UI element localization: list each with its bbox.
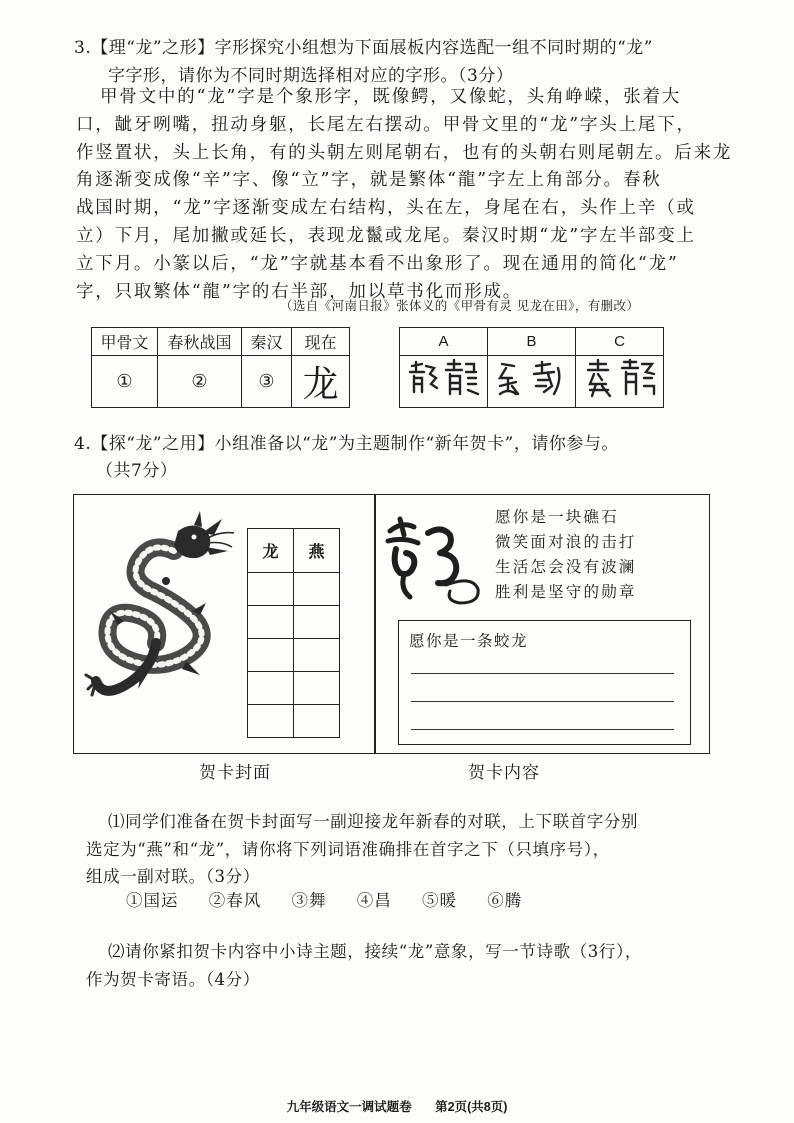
couplet-grid <box>247 528 340 738</box>
poem-line: 微笑面对浪的击打 <box>495 533 637 551</box>
exam-title: 九年级语文一调试题卷 <box>286 1100 412 1114</box>
couplet-blank-cell[interactable] <box>248 573 294 606</box>
q4-line-2: （共7分） <box>96 461 178 481</box>
passage-line: 口，龇牙咧嘴，扭动身躯，长尾左右摆动。甲骨文里的“龙”字头上尾下， <box>76 114 696 135</box>
choice-item: ⑤暖 <box>422 891 457 910</box>
poem-line: 生活怎会没有波澜 <box>495 558 637 576</box>
couplet-blank-cell[interactable] <box>294 672 340 705</box>
passage-line: 立）下月，尾加撇或延长，表现龙鬣或龙尾。秦汉时期“龙”字左半部变上 <box>76 225 696 246</box>
caption-card-cover: 贺卡封面 <box>199 763 271 783</box>
answer-line[interactable] <box>411 673 674 674</box>
couplet-head-char: 燕 <box>294 529 340 573</box>
glyph-option-table <box>399 327 664 408</box>
poem-line: 胜利是坚守的勋章 <box>495 583 637 601</box>
sub-question-2 <box>86 938 726 993</box>
period-slot: ② <box>158 356 242 408</box>
couplet-head-char: 龙 <box>248 529 294 573</box>
answer-prompt: 愿你是一条蛟龙 <box>409 632 529 650</box>
dragon-illustration <box>82 511 242 711</box>
caption-card-content: 贺卡内容 <box>468 763 540 783</box>
couplet-blank-cell[interactable] <box>248 705 294 738</box>
couplet-blank-cell[interactable] <box>294 639 340 672</box>
option-a-glyphs <box>400 356 488 408</box>
period-slot: ① <box>92 356 158 408</box>
page-footer <box>0 1097 794 1115</box>
couplet-blank-cell[interactable] <box>248 606 294 639</box>
passage-line: 作竖置状，头上长角，有的头朝左则尾朝右，也有的头朝右则尾朝左。后来龙 <box>76 142 733 163</box>
period-header: 甲骨文 <box>92 328 158 356</box>
period-slot: ③ <box>242 356 292 408</box>
q3-line-1: 3.【理“龙”之形】字形探究小组想为下面展板内容选配一组不同时期的“龙” <box>74 38 653 58</box>
option-label: C <box>576 328 664 356</box>
question-4-heading <box>74 431 734 485</box>
sub1-line-1: ⑴同学们准备在贺卡封面写一副迎接龙年新春的对联，上下联首字分别 <box>108 812 639 831</box>
option-c-glyph-image <box>580 356 660 400</box>
passage-source: （选自《河南日报》张体义的《甲骨有灵 见龙在田》，有删改） <box>280 298 640 313</box>
option-label: B <box>488 328 576 356</box>
option-a-glyph-image <box>404 356 484 400</box>
poem-answer-box <box>398 620 691 745</box>
option-c-glyphs <box>576 356 664 408</box>
choice-item: ⑥腾 <box>487 891 523 910</box>
sub2-line-2: 作为贺卡寄语。（4分） <box>86 969 260 989</box>
choice-item: ②春风 <box>208 891 262 910</box>
modern-dragon-glyph: 龙 <box>292 356 350 408</box>
period-header: 春秋战国 <box>158 328 242 356</box>
couplet-blank-cell[interactable] <box>294 573 340 606</box>
choice-item: ④昌 <box>356 891 392 910</box>
period-header: 现在 <box>292 328 350 356</box>
poem-line: 愿你是一块礁石 <box>495 508 619 526</box>
period-header: 秦汉 <box>242 328 292 356</box>
sub-question-1 <box>86 808 726 891</box>
option-label: A <box>400 328 488 356</box>
option-b-glyph-image <box>492 356 572 400</box>
couplet-blank-cell[interactable] <box>248 639 294 672</box>
question-3-heading <box>74 34 714 90</box>
q3-line-2: 字字形，请你为不同时期选择相对应的字形。（3分） <box>108 66 514 86</box>
period-table <box>91 327 350 408</box>
card-divider <box>374 495 376 753</box>
couplet-blank-cell[interactable] <box>294 705 340 738</box>
word-choices <box>126 887 538 911</box>
passage-line: 立下月。小篆以后，“龙”字就基本看不出象形了。现在通用的简化“龙” <box>76 253 679 274</box>
passage-line: 字，只取繁体“龍”字的右半部，加以草书化而形成。 <box>76 281 523 302</box>
answer-line[interactable] <box>411 729 674 730</box>
passage-line: 战国时期，“龙”字逐渐变成左右结构，头在左，身尾在右，头作上辛（或 <box>76 198 696 219</box>
greeting-card <box>73 494 710 754</box>
dragon-calligraphy <box>380 513 490 608</box>
sub2-line-1: ⑵请你紧扣贺卡内容中小诗主题，接续“龙”意象，写一节诗歌（3行）， <box>108 942 642 961</box>
sub1-line-3: 组成一副对联。（3分） <box>86 867 260 886</box>
sub1-line-2: 选定为“燕”和“龙”，请你将下列词语准确排在首字之下（只填序号）， <box>86 839 610 859</box>
couplet-blank-cell[interactable] <box>294 606 340 639</box>
choice-item: ③舞 <box>291 891 327 910</box>
answer-line[interactable] <box>411 701 674 702</box>
dragon-passage <box>76 84 733 306</box>
passage-line: 角逐渐变成像“辛”字、像“立”字，就是繁体“龍”字左上角部分。春秋 <box>76 170 662 191</box>
page-number: 第2页(共8页) <box>435 1100 508 1114</box>
card-poem <box>495 505 637 605</box>
passage-line: 甲骨文中的“龙”字是个象形字，既像鳄，又像蛇，头角峥嵘，张着大 <box>100 87 682 107</box>
q4-line-1: 4.【探“龙”之用】小组准备以“龙”为主题制作“新年贺卡”，请你参与。 <box>74 434 619 454</box>
couplet-blank-cell[interactable] <box>248 672 294 705</box>
option-b-glyphs <box>488 356 576 408</box>
choice-item: ①国运 <box>126 891 179 910</box>
